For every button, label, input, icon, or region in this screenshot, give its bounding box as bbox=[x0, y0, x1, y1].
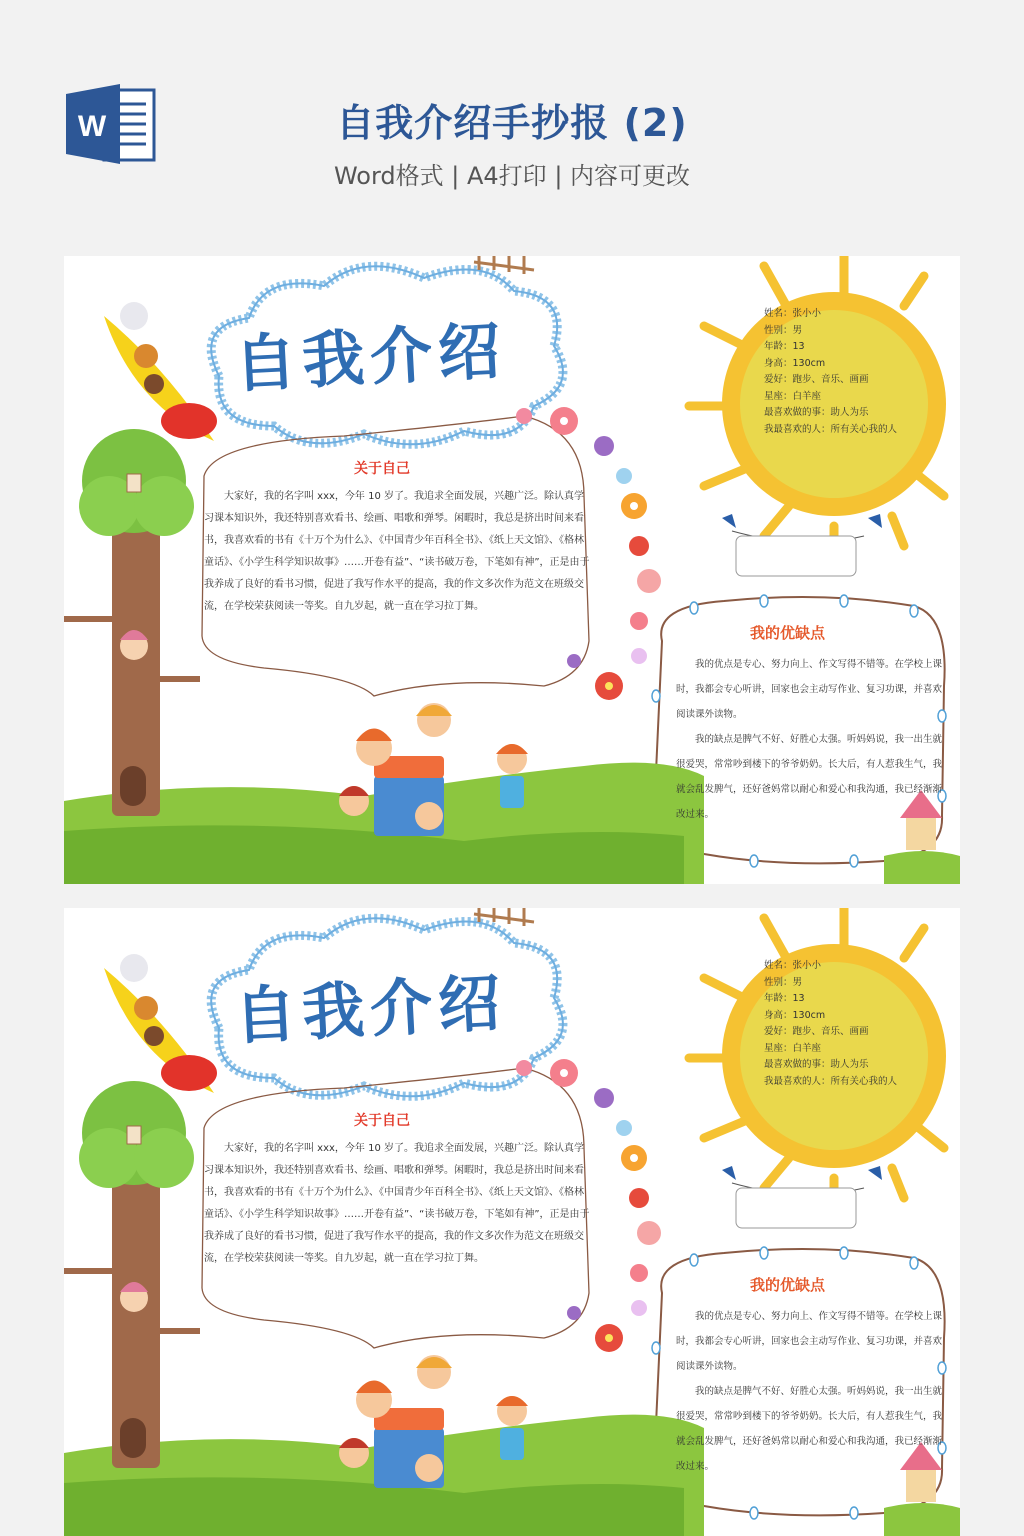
info-height: 身高：130cm bbox=[764, 1009, 826, 1021]
info-gender: 性别：男 bbox=[764, 324, 803, 336]
about-text: 大家好，我的名字叫 xxx，今年 10 岁了。我追求全面发展，兴趣广泛。除认真学习课本知识外，我还特别喜欢看书、绘画、唱歌和弹琴。闲暇时，我总是挤出时间来看书，我喜欢看的书有《十万个为什么》、《中国青少年百科全书》、《纸上天文馆》、《格林童话》、《小学生科学知识故事》……开卷有益”、“读书破万卷，下笔如有神”，正是由于我养成了良好的看书习惯，促进了我写作水平的提高，我的作文多次作为范文在班级交流，在学校荣获阅读一等奖。自九岁起，就一直在学习拉丁舞。 bbox=[204, 1143, 590, 1264]
tree bbox=[64, 1081, 200, 1468]
info-favorite-person: 我最喜欢的人：所有关心我的人 bbox=[764, 423, 898, 435]
page-subtitle: Word格式 | A4打印 | 内容可更改 bbox=[333, 162, 691, 190]
info-hobby: 爱好：跑步、音乐、画画 bbox=[764, 1026, 869, 1037]
info-sign: 星座：白羊座 bbox=[764, 1042, 822, 1054]
poster-preview-2 bbox=[64, 908, 960, 1536]
merits-text bbox=[676, 1304, 948, 1479]
about-heading: 关于自己 bbox=[354, 461, 410, 477]
tree bbox=[64, 429, 200, 816]
info-sign: 星座：白羊座 bbox=[764, 390, 822, 402]
cloud-title: 自我介绍 bbox=[232, 965, 509, 1054]
merits-paragraph-2: 我的缺点是脾气不好、好胜心太强。听妈妈说，我一出生就很爱哭，常常吵到楼下的爷爷奶奶。长大后，有人惹我生气，我就会乱发脾气，还好爸妈常以耐心和爱心和我沟通，我已经渐渐改过来。 bbox=[676, 734, 943, 820]
merits-paragraph-1: 我的优点是专心、努力向上、作文写得不错等。在学校上课时，我都会专心听讲，回家也会主动写作业、复习功课，并喜欢阅读课外读物。 bbox=[676, 659, 943, 720]
page-header bbox=[0, 0, 1024, 240]
info-favorite-thing: 最喜欢做的事：助人为乐 bbox=[764, 407, 869, 418]
merits-heading: 我的优缺点 bbox=[750, 624, 826, 642]
info-age: 年龄：13 bbox=[764, 341, 805, 352]
info-hobby: 爱好：跑步、音乐、画画 bbox=[764, 374, 869, 385]
info-favorite-thing: 最喜欢做的事：助人为乐 bbox=[764, 1059, 869, 1070]
rocket bbox=[104, 954, 217, 1093]
merits-paragraph-1: 我的优点是专心、努力向上、作文写得不错等。在学校上课时，我都会专心听讲，回家也会主动写作业、复习功课，并喜欢阅读课外读物。 bbox=[676, 1311, 943, 1372]
info-name: 姓名：张小小 bbox=[764, 308, 822, 319]
merits-text bbox=[676, 652, 948, 827]
info-favorite-person: 我最喜欢的人：所有关心我的人 bbox=[764, 1075, 898, 1087]
merits-paragraph-2: 我的缺点是脾气不好、好胜心太强。听妈妈说，我一出生就很爱哭，常常吵到楼下的爷爷奶奶。长大后，有人惹我生气，我就会乱发脾气，还好爸妈常以耐心和爱心和我沟通，我已经渐渐改过来。 bbox=[676, 1386, 943, 1472]
personal-info bbox=[764, 306, 897, 438]
about-text: 大家好，我的名字叫 xxx，今年 10 岁了。我追求全面发展，兴趣广泛。除认真学习课本知识外，我还特别喜欢看书、绘画、唱歌和弹琴。闲暇时，我总是挤出时间来看书，我喜欢看的书有《十万个为什么》、《中国青少年百科全书》、《纸上天文馆》、《格林童话》、《小学生科学知识故事》……开卷有益”、“读书破万卷，下笔如有神”，正是由于我养成了良好的看书习惯，促进了我写作水平的提高，我的作文多次作为范文在班级交流，在学校荣获阅读一等奖。自九岁起，就一直在学习拉丁舞。 bbox=[204, 491, 590, 612]
cloud-title: 自我介绍 bbox=[232, 313, 509, 402]
info-gender: 性别：男 bbox=[764, 976, 803, 988]
page-title: 自我介绍手抄报 (2) bbox=[336, 101, 688, 145]
personal-info bbox=[764, 958, 897, 1090]
word-logo-letter: W bbox=[77, 110, 107, 143]
about-heading: 关于自己 bbox=[354, 1113, 410, 1129]
info-age: 年龄：13 bbox=[764, 993, 805, 1004]
info-name: 姓名：张小小 bbox=[764, 960, 822, 971]
poster-preview-1 bbox=[64, 256, 960, 884]
merits-heading: 我的优缺点 bbox=[750, 1276, 826, 1294]
info-height: 身高：130cm bbox=[764, 357, 826, 369]
rocket bbox=[104, 302, 217, 441]
